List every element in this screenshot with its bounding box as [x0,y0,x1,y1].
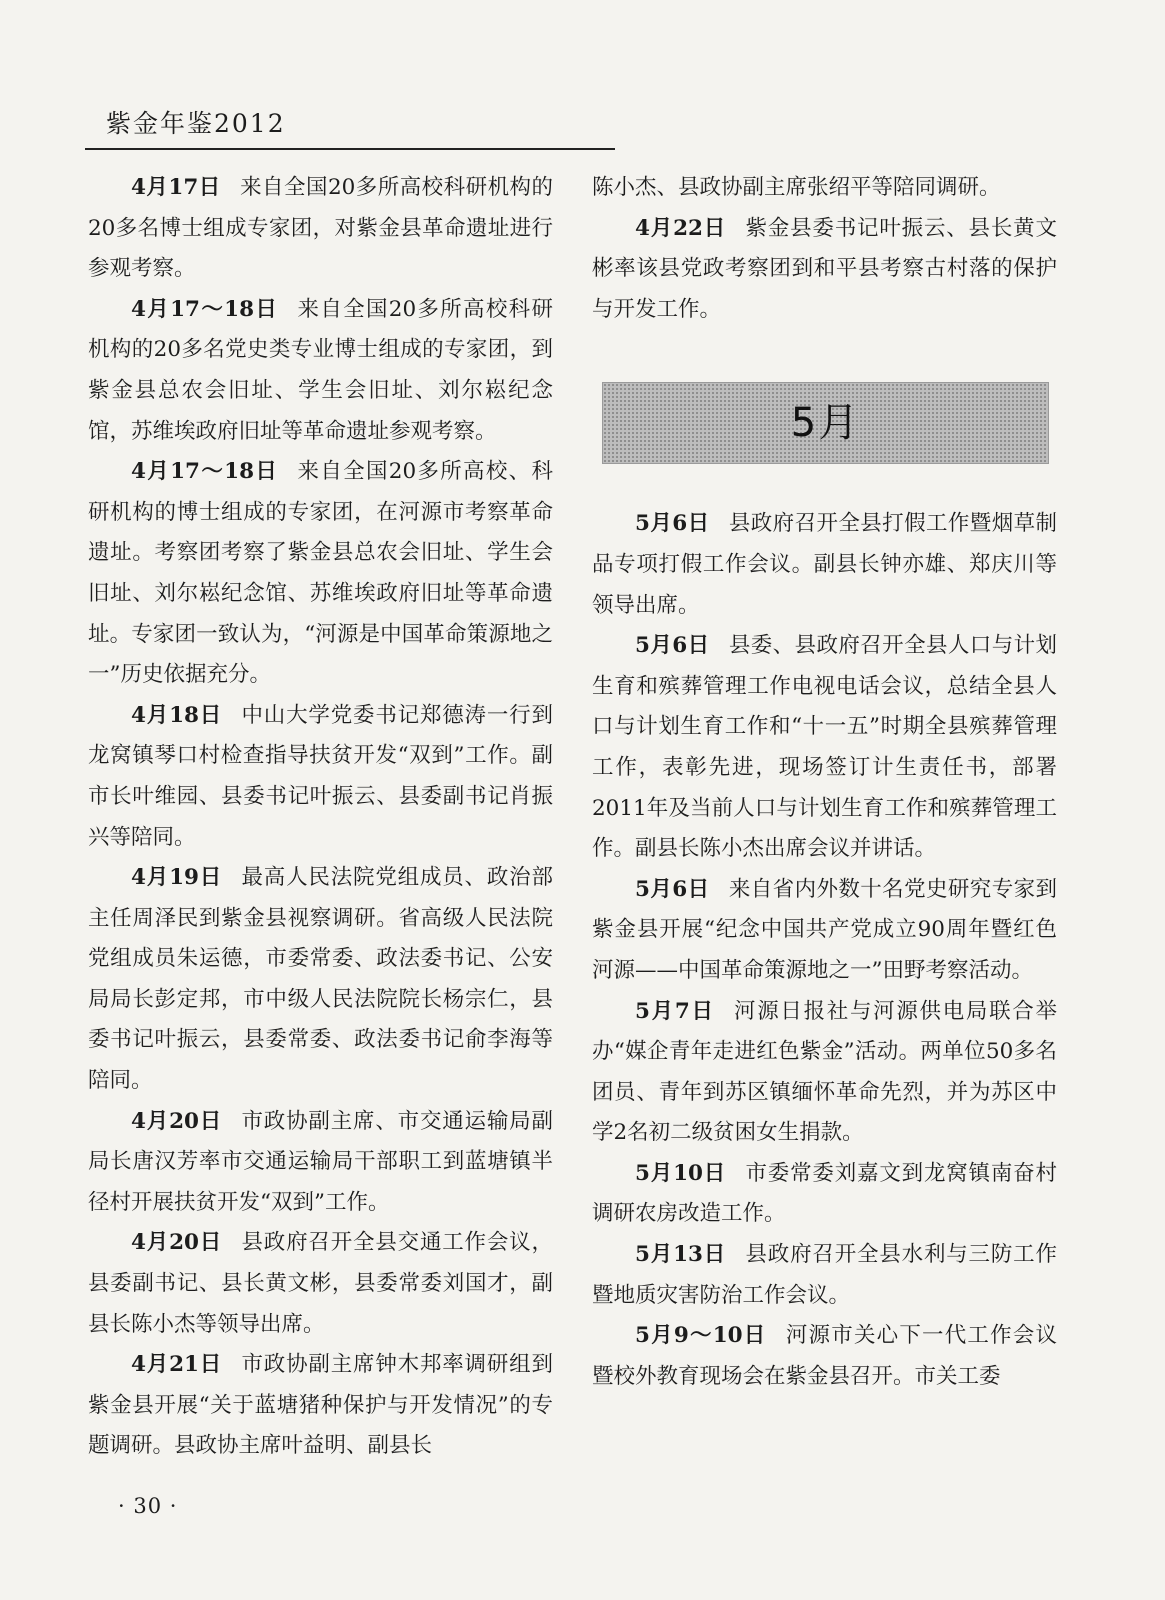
chronicle-entry [88,1345,553,1467]
right-column-top-entries [592,209,1057,331]
chronicle-entry [88,1223,553,1345]
right-column [592,168,1057,1397]
entry-text: 市委常委刘嘉文到龙窝镇南奋村调研农房改造工作。 [592,1160,1057,1227]
entry-text: 来自全国20多所高校科研机构的20多名党史类专业博士组成的专家团，到紫金县总农会旧址、学生会旧址、刘尔崧纪念馆，苏维埃政府旧址等革命遗址参观考察。 [88,296,553,444]
chronicle-entry [88,168,553,290]
entry-text: 河源市关心下一代工作会议暨校外教育现场会在紫金县召开。市关工委 [592,1323,1057,1389]
page-number: · 30 · [118,1494,178,1518]
chronicle-entry [592,626,1057,870]
entry-date: 4月21日 [131,1352,223,1378]
chronicle-entry [592,1316,1057,1397]
entry-text: 县政府召开全县交通工作会议，县委副书记、县长黄文彬，县委常委刘国才，副县长陈小杰等领导出席。 [88,1230,553,1337]
chronicle-entry [88,696,553,858]
entry-text: 市政协副主席、市交通运输局副局长唐汉芳率市交通运输局干部职工到蓝塘镇半径村开展扶贫开发“双到”工作。 [88,1108,553,1215]
entry-text: 来自省内外数十名党史研究专家到紫金县开展“纪念中国共产党成立90周年暨红色河源——中国革命策源地之一”田野考察活动。 [592,876,1057,983]
chronicle-entry [88,452,553,696]
chronicle-entry [592,1235,1057,1316]
entry-date: 4月17～18日 [131,459,279,485]
running-title: 紫金年鉴2012 [106,109,286,138]
chronicle-entry [592,1154,1057,1235]
entry-text: 市政协副主席钟木邦率调研组到紫金县开展“关于蓝塘猪种保护与开发情况”的专题调研。县政协主席叶益明、副县长 [88,1352,553,1459]
entry-date: 4月20日 [131,1230,223,1256]
entry-date: 4月22日 [635,215,727,241]
right-column-bottom-entries [592,504,1057,1397]
entry-date: 5月6日 [635,876,710,902]
entry-text: 县委、县政府召开全县人口与计划生育和殡葬管理工作电视电话会议，总结全县人口与计划生育工作和“十一五”时期全县殡葬管理工作，表彰先进，现场签订计生责任书，部署2011年及当前人口与计划生育工作和殡葬管理工作。副县长陈小杰出席会议并讲话。 [592,633,1057,862]
entry-text: 紫金县委书记叶振云、县长黄文彬率该县党政考察团到和平县考察古村落的保护与开发工作。 [592,215,1057,322]
entry-date: 5月10日 [635,1160,727,1186]
entry-date: 5月6日 [635,511,710,537]
entry-date: 4月20日 [131,1108,223,1134]
entry-date: 4月19日 [131,865,223,891]
month-heading: 5月 [790,400,861,447]
left-column [88,168,553,1467]
entry-date: 5月9～10日 [635,1323,767,1349]
chronicle-entry [592,209,1057,331]
chronicle-entry [88,1102,553,1224]
entry-date: 5月6日 [635,633,710,659]
chronicle-entry [592,992,1057,1154]
entry-text: 县政府召开全县水利与三防工作暨地质灾害防治工作会议。 [592,1242,1057,1308]
entry-date: 5月13日 [635,1242,727,1268]
entry-date: 4月17～18日 [131,296,279,322]
header-rule [85,148,615,150]
entry-text: 县政府召开全县打假工作暨烟草制品专项打假工作会议。副县长钟亦雄、郑庆川等领导出席。 [592,511,1057,618]
entry-date: 4月18日 [131,702,223,728]
chronicle-entry [592,504,1057,626]
entry-text: 来自全国20多所高校科研机构的20多名博士组成专家团，对紫金县革命遗址进行参观考察。 [88,175,553,282]
entry-date: 5月7日 [635,998,715,1024]
month-heading-box [602,382,1049,464]
chronicle-entry [592,870,1057,992]
entry-text: 中山大学党委书记郑德涛一行到龙窝镇琴口村检查指导扶贫开发“双到”工作。副市长叶维园、县委书记叶振云、县委副书记肖振兴等陪同。 [88,702,553,850]
entry-date: 4月17日 [131,175,221,200]
chronicle-entry [88,290,553,452]
continuation-text: 陈小杰、县政协副主席张绍平等陪同调研。 [592,175,1001,200]
entry-text: 河源日报社与河源供电局联合举办“媒企青年走进红色紫金”活动。两单位50多名团员、青年到苏区镇缅怀革命先烈，并为苏区中学2名初二级贫困女生捐款。 [592,998,1057,1146]
chronicle-entry [88,858,553,1102]
entry-text: 来自全国20多所高校、科研机构的博士组成的专家团，在河源市考察革命遗址。考察团考察了紫金县总农会旧址、学生会旧址、刘尔崧纪念馆、苏维埃政府旧址等革命遗址。专家团一致认为，“河源是中国革命策源地之一”历史依据充分。 [88,459,553,688]
entry-text: 最高人民法院党组成员、政治部主任周泽民到紫金县视察调研。省高级人民法院党组成员朱运德，市委常委、政法委书记、公安局局长彭定邦，市中级人民法院院长杨宗仁，县委书记叶振云，县委常委、政法委书记俞李海等陪同。 [88,865,553,1094]
